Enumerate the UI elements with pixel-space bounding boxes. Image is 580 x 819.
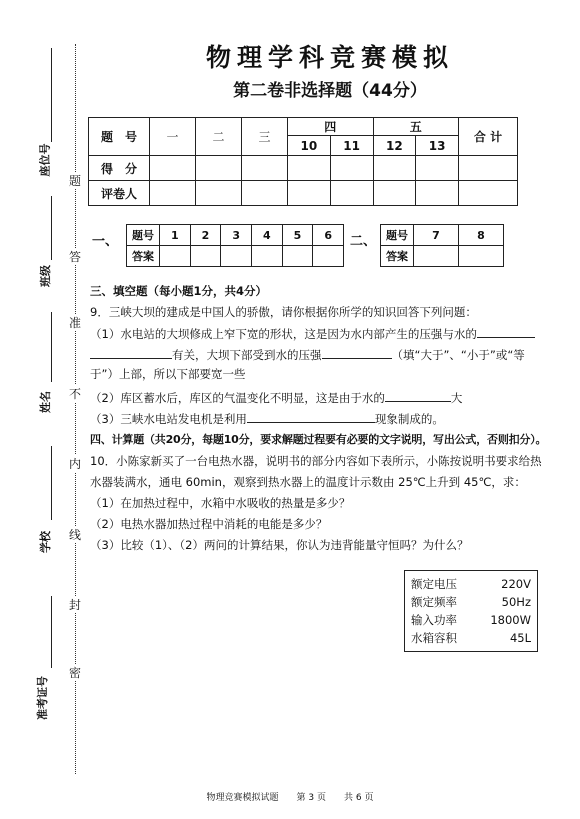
q-number-header: 题号 [381,225,414,246]
grader-cell[interactable] [416,181,459,206]
q9-2-blank[interactable] [385,389,451,402]
answer-cell[interactable] [414,246,459,267]
answer-cell[interactable] [251,246,282,267]
seat-number-label: 座位号 [38,143,52,177]
spec-row [411,593,531,611]
page-subtitle: 第二卷非选择题（44分） [233,81,427,101]
answer-header: 答案 [381,246,414,267]
class-label: 班级 [39,265,52,287]
score-cell[interactable] [150,156,196,181]
q10-part-1: （1）在加热过程中，水箱中水吸收的热量是多少？ [90,496,351,510]
part2-label: 二、 [350,234,377,249]
q-number: 2 [190,225,221,246]
answer-cell[interactable] [313,246,344,267]
spec-key: 额定电压 [411,577,457,591]
score-cell[interactable] [373,156,416,181]
seat-number-line[interactable] [51,48,52,142]
score-cell[interactable] [242,156,288,181]
q-number: 5 [282,225,313,246]
q-number: 6 [313,225,344,246]
seal-char: 答 [66,248,84,265]
score-cell[interactable] [330,156,373,181]
spec-key: 额定频率 [411,595,457,609]
q9-3-text: 现象制成的。 [374,412,444,426]
q10-part-2: （2）电热水器加热过程中消耗的电能是多少？ [90,517,328,531]
sub-header: 10 [288,136,331,156]
spec-value: 50Hz [501,595,531,609]
exam-number-line[interactable] [51,596,52,668]
spec-row [411,629,531,647]
spec-key: 水箱容积 [411,631,457,645]
q-number: 8 [459,225,504,246]
q9-1-blank-2[interactable] [322,346,392,359]
sub-header: 12 [373,136,416,156]
name-label: 姓名 [39,391,52,413]
q9-1-text: （1）水电站的大坝修成上窄下宽的形状，这是因为水内部产生的压强与水的 [90,327,477,341]
q-number: 4 [251,225,282,246]
q-number: 3 [221,225,252,246]
group-header: 三 [242,118,288,156]
answer-header: 答案 [127,246,160,267]
q9-1-text: 于”）上部，所以下部要宽一些 [90,367,246,381]
score-table-header: 题 号 [89,118,150,156]
grader-row-label: 评卷人 [89,181,150,206]
part1-answer-table [126,224,344,267]
answer-cell[interactable] [190,246,221,267]
score-cell[interactable] [288,156,331,181]
q10-text: 水器装满水，通电 60min，观察到热水器上的温度计示数由 25℃上升到 45℃，求： [90,475,526,489]
school-line[interactable] [51,446,52,520]
section4-heading: 四、计算题（共20分，每题10分，要求解题过程要有必要的文字说明，写出公式，否则扣分）。 [90,433,547,446]
q10-part-3: （3）比较（1）、（2）两问的计算结果，你认为违背能量守恒吗？为什么？ [90,538,469,552]
page-title: 物理学科竞赛模拟 [205,43,454,72]
sub-header: 11 [330,136,373,156]
q9-1-blank-1-cont[interactable] [90,346,172,359]
grader-cell[interactable] [288,181,331,206]
seal-char: 不 [66,385,84,402]
q9-1-blank-1[interactable] [477,325,535,338]
q9-3-blank[interactable] [247,410,375,423]
group-header: 四 [288,118,374,136]
q9-intro: 9．三峡大坝的建成是中国人的骄傲，请你根据你所学的知识回答下列问题： [90,305,477,319]
score-row-label: 得 分 [89,156,150,181]
grader-cell[interactable] [196,181,242,206]
q10-text: 10．小陈家新买了一台电热水器，说明书的部分内容如下表所示，小陈按说明书要求给热 [90,454,542,468]
spec-value: 220V [501,577,531,591]
spec-row [411,575,531,593]
spec-value: 1800W [490,613,531,627]
score-cell[interactable] [416,156,459,181]
score-table [88,117,518,206]
grader-cell[interactable] [150,181,196,206]
answer-cell[interactable] [282,246,313,267]
heater-spec-table [404,570,538,652]
name-line[interactable] [51,312,52,382]
answer-cell[interactable] [221,246,252,267]
spec-value: 45L [509,631,531,645]
seal-char: 内 [66,455,84,472]
sub-header: 13 [416,136,459,156]
seal-char: 封 [66,596,84,613]
grader-cell[interactable] [330,181,373,206]
q9-3-text: （3）三峡水电站发电机是利用 [90,412,247,426]
q9-1-text: （填“大于”、“小于”或“等 [391,348,525,362]
grader-cell[interactable] [242,181,288,206]
spec-key: 输入功率 [411,613,457,627]
seal-char: 准 [66,314,84,331]
score-cell[interactable] [196,156,242,181]
q-number-header: 题号 [127,225,160,246]
group-header: 二 [196,118,242,156]
q9-2-text: 大 [450,391,463,405]
spec-row [411,611,531,629]
seal-char: 密 [66,664,84,681]
group-header: 五 [373,118,459,136]
score-cell[interactable] [459,156,518,181]
part1-label: 一、 [92,234,119,249]
grader-cell[interactable] [459,181,518,206]
total-header: 合 计 [459,118,518,156]
part2-answer-table [380,224,504,267]
seal-char: 线 [66,526,84,543]
grader-cell[interactable] [373,181,416,206]
class-line[interactable] [51,196,52,260]
q9-1-text: 有关，大坝下部受到水的压强 [172,348,322,362]
seal-char: 题 [66,172,84,189]
section3-heading: 三、填空题（每小题1分，共4分） [90,284,268,298]
q9-2-text: （2）库区蓄水后，库区的气温变化不明显，这是由于水的 [90,391,385,405]
school-label: 学校 [39,531,52,553]
exam-number-label: 准考证号 [36,676,49,720]
answer-cell[interactable] [160,246,191,267]
answer-cell[interactable] [459,246,504,267]
group-header: 一 [150,118,196,156]
page-footer: 物理竞赛模拟试题 第 3 页 共 6 页 [206,793,374,803]
q-number: 7 [414,225,459,246]
q-number: 1 [160,225,191,246]
